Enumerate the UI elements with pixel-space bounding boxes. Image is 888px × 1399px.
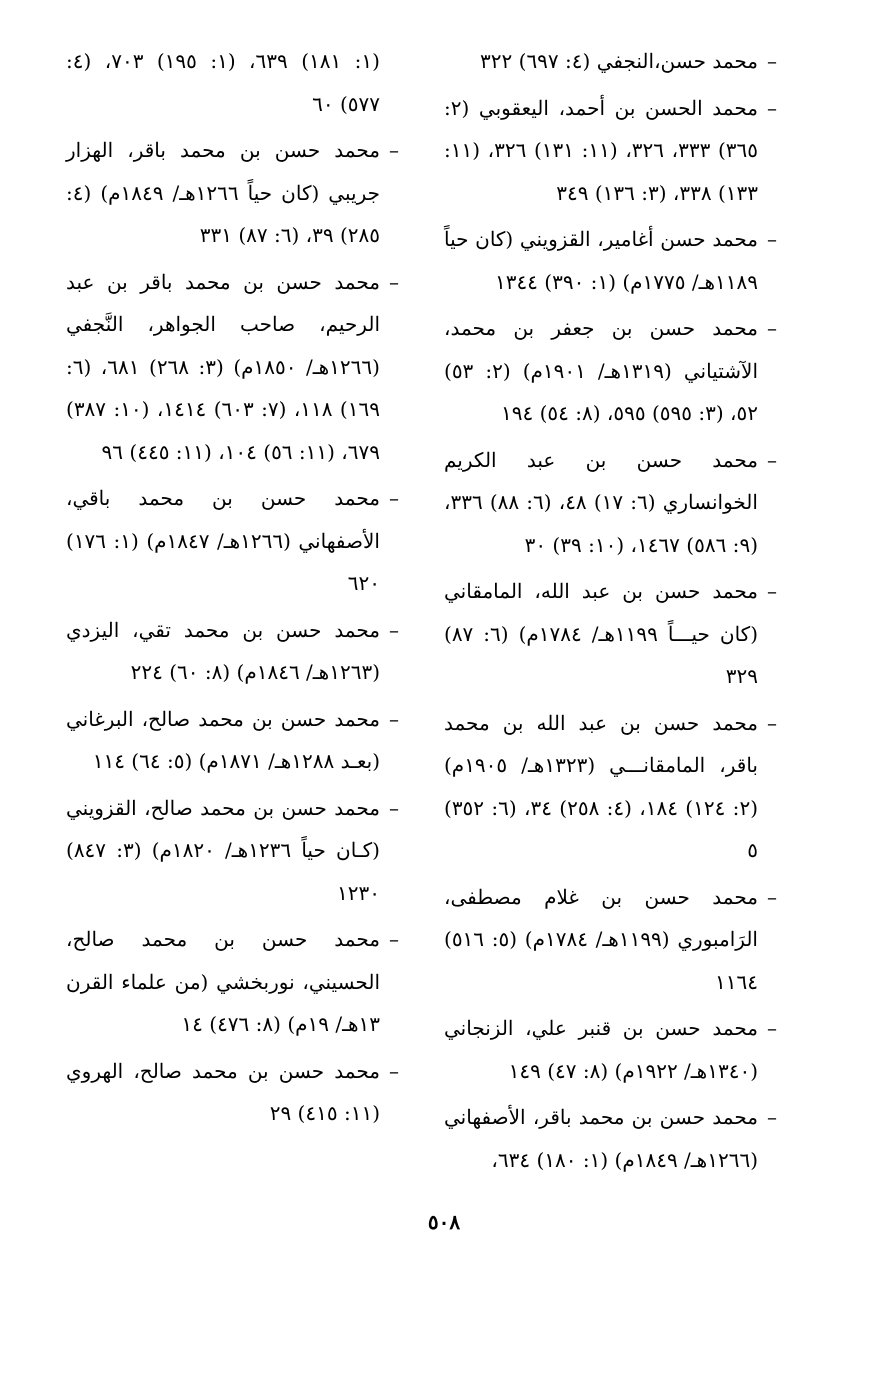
entry-dash: – (389, 1058, 399, 1083)
entry-text: محمد حسن بن محمد صالح، الهروي (١١: ٤١٥) ٢٩ (66, 1058, 380, 1125)
index-entry (444, 570, 780, 698)
entry-dash: – (767, 1105, 777, 1129)
page-number: ٥٠٨ (427, 1210, 461, 1234)
entry-text: محمد حسن بن عبد الله بن محمد باقر، المامقانـــي (١٣٢٣هـ/ ١٩٠٥م) (٢: ١٢٤) ١٨٤، (٤: ٢٥٨) ٣٤، (٦: ٣٥٢) ٥ (444, 710, 758, 862)
entry-text: محمد حسن بن محمد باقر، الهزار جريبي (كان حياً ١٢٦٦هـ/ ١٨٤٩م) (٤: ٢٨٥) ٣٩، (٦: ٨٧) ٣٣١ (66, 138, 380, 247)
index-entry (444, 702, 780, 872)
entry-dash: – (389, 486, 399, 510)
index-entry (444, 87, 780, 215)
entry-dash: – (767, 1016, 777, 1040)
entry-text: محمد الحسن بن أحمد، اليعقوبي (٢: ٣٦٥) ٣٣٣، ٣٢٦، (١١: ١٣١) ٣٢٦، (١١: ١٣٣) ٣٣٨، (٣: ١٣٦) ٣٤٩ (444, 95, 758, 205)
entry-dash: – (767, 579, 777, 603)
entry-dash: – (389, 795, 399, 820)
entry-dash: – (767, 316, 777, 340)
entry-text: محمد حسن بن محمد باقر بن عبد الرحيم، صاحب الجواهر، النَّجفي (١٢٦٦هـ/ ١٨٥٠م) (٣: ٢٦٨) ٦٨١، (٦: ١٦٩) ١١٨، (٧: ٦٠٣) ١٤١٤، (١٠: ٣٨٧) ٦٧٩، (١١: ٥٦) ١٠٤، (١١: ٤٤٥) ٩٦ (66, 269, 380, 464)
index-entry (444, 1007, 780, 1092)
index-entry (444, 1096, 780, 1181)
entry-continuation: (١: ١٨١) ٦٣٩، (١: ١٩٥) ٧٠٣، (٤: ٥٧٧) ٦٠ (66, 49, 380, 116)
entry-text: محمد حسن بن محمد باقي، الأصفهاني (١٢٦٦هـ/ ١٨٤٧م) (١: ١٧٦) ٦٢٠ (66, 486, 380, 595)
entry-text: محمد حسن بن عبد الكريم الخوانساري (٦: ١٧) ٤٨، (٦: ٨٨) ٣٣٦، (٩: ٥٨٦) ١٤٦٧، (١٠: ٣٩) ٣٠ (444, 447, 758, 557)
entry-text: محمد حسن بن محمد صالح، الحسيني، نوربخشي (من علماء القرن ١٣هـ/ ١٩م) (٨: ٤٧٦) ١٤ (66, 927, 380, 1036)
entry-dash: – (767, 447, 777, 472)
entry-text: محمد حسن بن محمد صالح، البرغاني (بعـد ١٢٨٨هـ/ ١٨٧١م) (٥: ٦٤) ١١٤ (66, 706, 380, 773)
entry-dash: – (389, 617, 399, 642)
entry-dash: – (767, 95, 777, 120)
left-column (66, 40, 402, 1139)
entry-dash: – (389, 269, 399, 294)
entry-dash: – (389, 138, 399, 162)
entry-dash: – (767, 884, 777, 909)
index-entry (444, 439, 780, 567)
index-entry (66, 261, 402, 474)
entry-text: محمد حسن أغامير، القزويني (كان حياً ١١٨٩هـ/ ١٧٧٥م) (١: ٣٩٠) ١٣٤٤ (444, 227, 758, 294)
index-entry (66, 787, 402, 915)
index-entry (444, 40, 780, 83)
index-entry (66, 477, 402, 605)
entry-text: محمد حسن بن جعفر بن محمد، الآشتياني (١٣١٩هـ/ ١٩٠١م) (٢: ٥٣) ٥٢، (٣: ٥٩٥) ٥٩٥، (٨: ٥٤) ١٩٤ (444, 316, 758, 425)
entry-text: محمد حسن بن قنبر علي، الزنجاني (١٣٤٠هـ/ ١٩٢٢م) (٨: ٤٧) ١٤٩ (444, 1016, 758, 1083)
index-entry (66, 129, 402, 257)
index-entry (444, 876, 780, 1004)
entry-text: محمد حسن بن عبد الله، المامقاني (كان حيـــاً ١١٩٩هـ/ ١٧٨٤م) (٦: ٨٧) ٣٢٩ (444, 579, 758, 688)
entry-text: محمد حسن،النجفي (٤: ٦٩٧) ٣٢٢ (480, 49, 758, 73)
entry-text: محمد حسن بن محمد صالح، القزويني (كـان حياً ١٢٣٦هـ/ ١٨٢٠م) (٣: ٨٤٧) ١٢٣٠ (66, 795, 380, 905)
index-entry (66, 609, 402, 694)
right-column (444, 40, 780, 1185)
index-entry (66, 918, 402, 1046)
entry-text: محمد حسن بن غلام مصطفى، الرَامبوري (١١٩٩هـ/ ١٧٨٤م) (٥: ٥١٦) ١١٦٤ (444, 884, 758, 994)
entry-dash: – (767, 227, 777, 251)
entry-dash: – (389, 706, 399, 731)
entry-dash: – (767, 49, 777, 73)
index-entry (66, 698, 402, 783)
entry-text: محمد حسن بن محمد تقي، اليزدي (١٢٦٣هـ/ ١٨٤٦م) (٨: ٦٠) ٢٢٤ (66, 617, 380, 684)
index-entry (444, 307, 780, 435)
index-entry (66, 1050, 402, 1135)
entry-dash: – (767, 710, 777, 735)
entry-text: محمد حسن بن محمد باقر، الأصفهاني (١٢٦٦هـ/ ١٨٤٩م) (١: ١٨٠) ٦٣٤، (444, 1105, 758, 1172)
entry-dash: – (389, 927, 399, 951)
index-entry (444, 218, 780, 303)
